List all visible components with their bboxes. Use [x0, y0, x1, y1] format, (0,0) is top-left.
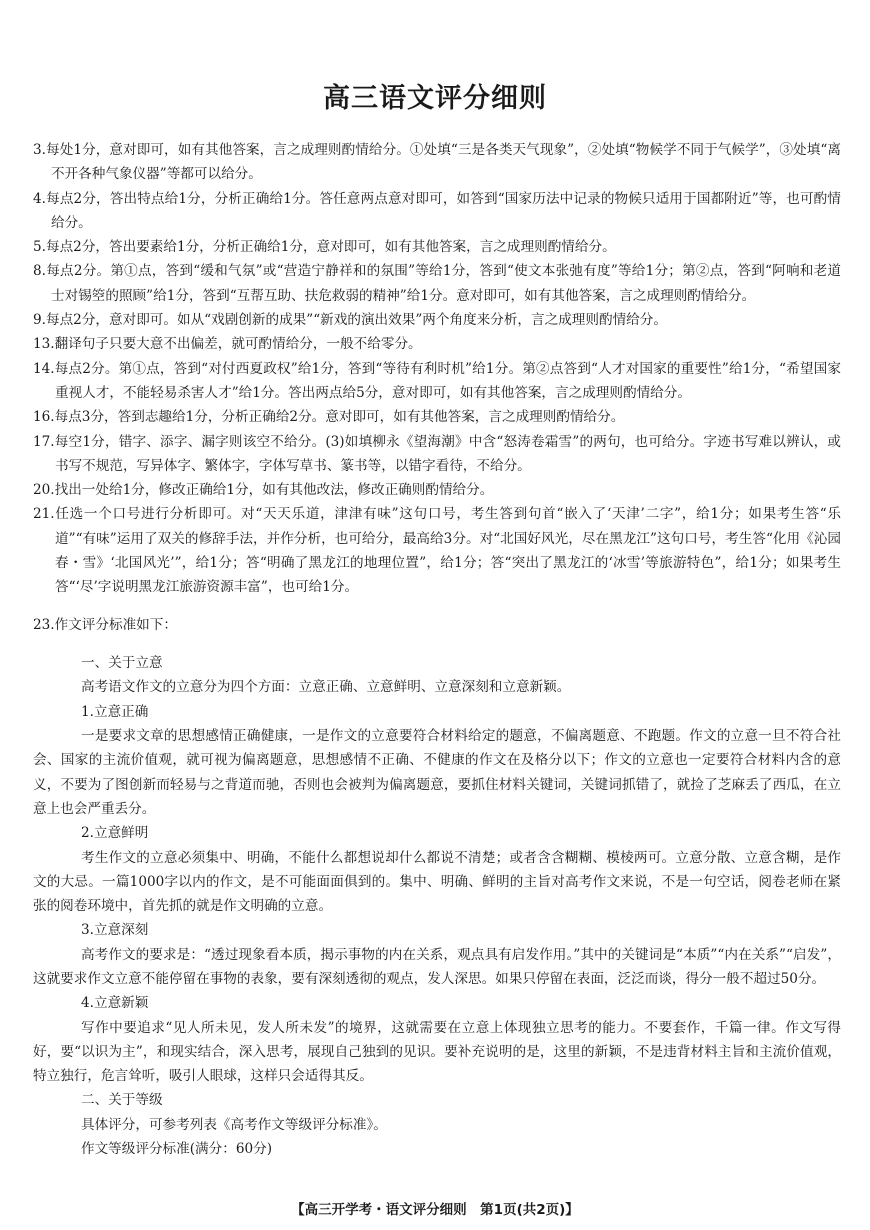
point-text: 考生作文的立意必须集中、明确，不能什么都想说却什么都说不清楚；或者含含糊糊、模棱两可。立意分散、立意含糊，是作文的大忌。一篇1000字以内的作文，是不可能面面俱到的。集中、明确、鲜明的主旨对高考作文来说，不是一句空话，阅卷老师在紧张的阅卷环境中，首先抓的就是作文明确的立意。	[33, 849, 841, 915]
rule-number: 8.	[33, 263, 46, 280]
point-title: 2.立意鲜明	[81, 825, 149, 842]
rule-text: 任选一个口号进行分析即可。对“天天乐道，津津有味”这句口号，考生答到句首“嵌入了‘天津’二字”，给1分；如果考生答“乐道”“有味”运用了双关的修辞手法，并作分析，也可给分，最高给3分。对“北国好风光，尽在黑龙江”这句口号，考生答“化用《沁园春・雪》‘北国风光’”，给1分；答“明确了黑龙江的地理位置”，给1分；答“突出了黑龙江的‘冰雪’等旅游特色”，给1分；如果考生答“‘尽’字说明黑龙江旅游资源丰富”，也可给1分。	[54, 506, 841, 596]
rule-number: 14.	[33, 360, 55, 377]
rule-text: 每点2分，答出要素给1分，分析正确给1分，意对即可，如有其他答案，言之成理则酌情给分。	[45, 239, 616, 256]
rule-item-4	[33, 187, 841, 236]
rule-number: 5.	[33, 239, 46, 256]
section-heading-intent: 一、关于立意	[81, 655, 163, 672]
rule-number: 13.	[33, 336, 55, 353]
rule-text: 找出一处给1分，修改正确给1分，如有其他改法，修改正确则酌情给分。	[54, 482, 494, 499]
page-title: 高三语文评分细则	[323, 83, 547, 114]
rule-text: 每点3分，答到志趣给1分，分析正确给2分。意对即可，如有其他答案，言之成理则酌情给分。	[54, 409, 625, 426]
rule-item-14	[33, 357, 841, 406]
section-intro: 高考语文作文的立意分为四个方面：立意正确、立意鲜明、立意深刻和立意新颖。	[81, 679, 571, 696]
rule-text: 每点2分，答出特点给1分，分析正确给1分。答任意两点意对即可，如答到“国家历法中记录的物候只适用于国都附近”等，也可酌情给分。	[45, 190, 841, 231]
scoring-rules-body	[33, 138, 841, 1161]
rule-text: 每点2分，意对即可。如从“戏剧创新的成果”“新戏的演出效果”两个角度来分析，言之成理则酌情给分。	[45, 312, 667, 329]
rule-item-13	[33, 332, 841, 356]
rule-number: 3.	[33, 142, 46, 158]
point-title: 3.立意深刻	[81, 922, 149, 939]
point-text: 一是要求文章的思想感情正确健康，一是作文的立意要符合材料给定的题意，不偏离题意、不跑题。作文的立意一旦不符合社会、国家的主流价值观，就可视为偏离题意，思想感情不正确、不健康的作文在及格分以下；作文的立意也一定要符合材料内含的意义，不要为了图创新而轻易与之背道而驰，否则也会被判为偏离题意，要抓住材料关键词，关键词抓错了，就捡了芝麻丢了西瓜，在立意上也会严重丢分。	[33, 728, 841, 817]
rule-number: 16.	[33, 409, 55, 426]
point-text: 写作中要追求“见人所未见，发人所未发”的境界，这就需要在立意上体现独立思考的能力。不要套作，千篇一律。作文写得好，要“以识为主”，和现实结合，深入思考，展现自己独到的见识。要补充说明的是，这里的新颖，不是违背材料主旨和主流价值观，特立独行，危言耸听，吸引人眼球，这样只会适得其反。	[33, 1019, 841, 1085]
rule-text: 每处1分，意对即可，如有其他答案，言之成理则酌情给分。①处填“三是各类天气现象”，②处填“物候学不同于气候学”，③处填“离不开各种气象仪器”等都可以给分。	[45, 142, 841, 183]
rule-number: 9.	[33, 312, 46, 329]
rule-text: 每点2分。第①点，答到“缓和气氛”或“营造宁静祥和的氛围”等给1分，答到“使文本张弛有度”等给1分；第②点，答到“阿响和老道士对锡箜的照顾”给1分，答到“互帮互助、扶危救弱的精神”给1分。意对即可，如有其他答案，言之成理则酌情给分。	[45, 263, 841, 304]
rule-text: 翻译句子只要大意不出偏差，就可酌情给分，一般不给零分。	[54, 336, 422, 353]
rule-item-17	[33, 430, 841, 479]
rule-number: 20.	[33, 482, 55, 499]
grade-standard-caption: 作文等级评分标准(满分：60分)	[81, 1141, 273, 1158]
point-title: 1.立意正确	[81, 703, 149, 720]
rule-item-21	[33, 502, 841, 599]
rule-number: 21.	[33, 506, 55, 523]
rule-item-5	[33, 235, 841, 259]
rule-text: 每点2分。第①点，答到“对付西夏政权”给1分，答到“等待有利时机”给1分。第②点答到“人才对国家的重要性”给1分，“希望国家重视人才，不能轻易杀害人才”给1分。答出两点给5分，意对即可，如有其他答案，言之成理则酌情给分。	[54, 360, 841, 401]
point-title: 4.立意新颖	[81, 995, 149, 1012]
grade-reference-line: 具体评分，可参考列表《高考作文等级评分标准》。	[81, 1116, 387, 1133]
rule-item-3	[33, 138, 841, 187]
section-heading-grade: 二、关于等级	[81, 1092, 163, 1109]
rule-item-20	[33, 478, 841, 502]
rule-number: 17.	[33, 433, 55, 450]
rule-text: 每空1分，错字、添字、漏字则该空不给分。(3)如填柳永《望海潮》中含“怒涛卷霜雪”的两句，也可给分。字迹书写难以辨认，或书写不规范，写异体字、繁体字，字体写草书、篆书等，以错字看待，不给分。	[54, 433, 841, 474]
rule-item-8	[33, 259, 841, 308]
point-text: 高考作文的要求是：“透过现象看本质，揭示事物的内在关系，观点具有启发作用。”其中的关键词是“本质”“内在关系”“启发”，这就要求作文立意不能停留在事物的表象，要有深刻透彻的观点，发人深思。如果只停留在表面，泛泛而谈，得分一般不超过50分。	[33, 946, 841, 987]
rule-item-9	[33, 308, 841, 332]
page-footer: 【高三开学考・语文评分细则 第1页(共2页)】	[291, 1202, 579, 1218]
essay-rules-heading: 23.作文评分标准如下：	[33, 617, 177, 634]
rule-number: 4.	[33, 190, 46, 207]
rule-item-16	[33, 405, 841, 429]
